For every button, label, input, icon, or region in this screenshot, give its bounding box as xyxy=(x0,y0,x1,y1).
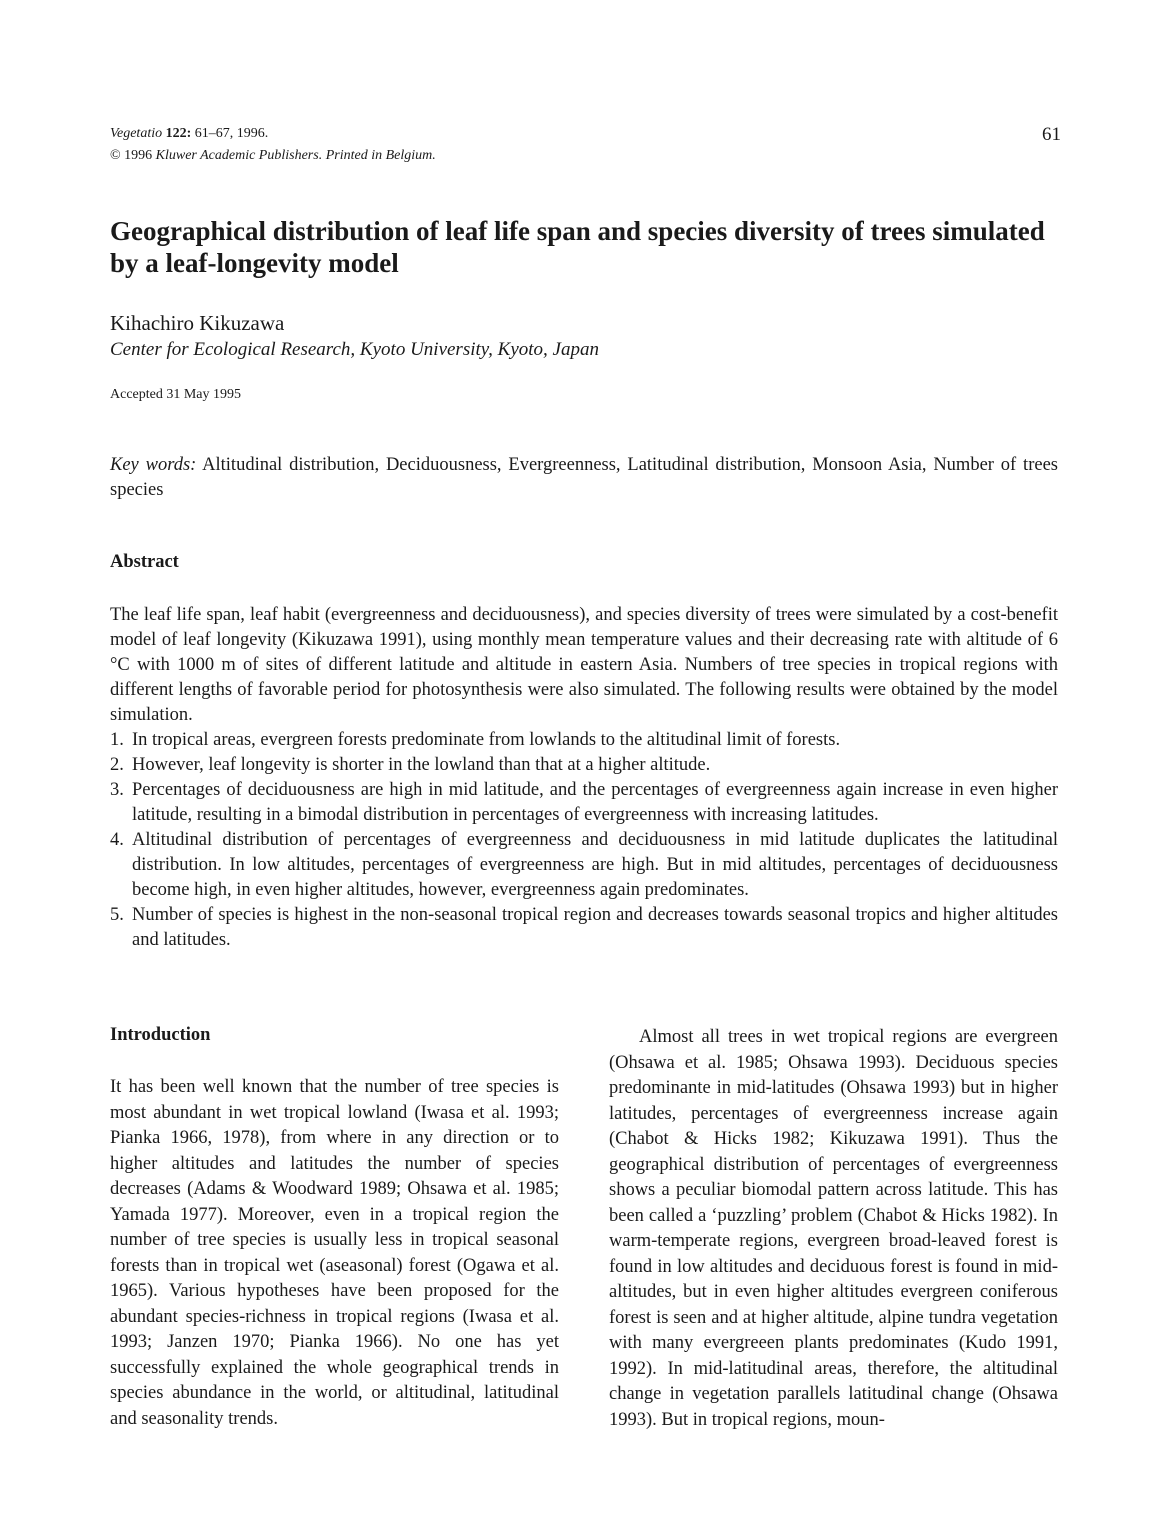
result-number: 2. xyxy=(110,755,124,775)
abstract-heading: Abstract xyxy=(110,552,179,572)
result-number: 5. xyxy=(110,905,124,925)
accepted-date: Accepted 31 May 1995 xyxy=(110,387,242,402)
publisher-name: Kluwer Academic Publishers. xyxy=(155,148,323,163)
abstract-body xyxy=(110,603,1058,953)
result-number: 1. xyxy=(110,730,124,750)
result-text: Altitudinal distribution of percentages of evergreenness and deciduousness in mid latitude duplicates the latitudinal distribution. In low altitudes, percentages of evergreenness are high. But in mid altitudes, percentages of deciduousness become high, in even higher altitudes, however, evergreenness again predominates. xyxy=(132,830,1058,900)
result-text: Number of species is highest in the non-seasonal tropical region and decreases towards seasonal tropics and higher altitudes and latitudes. xyxy=(132,905,1058,950)
copyright-symbol: © xyxy=(110,148,121,163)
copyright-line xyxy=(110,145,436,167)
journal-volume: 122: xyxy=(165,126,192,141)
abstract-result-item xyxy=(110,778,1058,828)
result-text: However, leaf longevity is shorter in the lowland than that at a higher altitude. xyxy=(132,755,711,775)
page-number: 61 xyxy=(1042,124,1061,145)
introduction-paragraph-1: It has been well known that the number of tree species is most abundant in wet tropical lowland (Iwasa et al. 1993; Pianka 1966, 1978), from where in any direction or to higher altitudes and latitudes the number of species decreases (Adams & Woodward 1989; Ohsawa et al. 1985; Yamada 1977). Moreover, even in a tropical region the number of tree species is usually less in tropical seasonal forests than in tropical wet (aseasonal) forest (Ogawa et al. 1965). Various hypotheses have been proposed for the abundant species-richness in tropical regions (Iwasa et al. 1993; Janzen 1970; Pianka 1966). No one has yet successfully explained the whole geographical trends in species abundance in the world, or altitudinal, latitudinal and seasonality trends. xyxy=(110,1077,559,1429)
introduction-paragraph-2: Almost all trees in wet tropical regions are evergreen (Ohsawa et al. 1985; Ohsawa 1993). Deciduous species predominante in mid-latitudes (Ohsawa 1993) but in higher latitudes, percentages of evergreenness increase again (Chabot & Hicks 1982; Kikuzawa 1991). Thus the geographical distribution of percentages of evergreenness shows a peculiar biomodal pattern across latitude. This has been called a ‘puzzling’ problem (Chabot & Hicks 1982). In warm-temperate regions, evergreen broad-leaved forest is found in low altitudes and deciduous forest is found in mid-altitudes, but in even higher altitudes evergreen coniferous forest is seen and at higher altitude, alpine tundra vegetation with many evergreeen plants predominates (Kudo 1991, 1992). In mid-latitudinal areas, therefore, the altitudinal change in vegetation parallels latitudinal change (Ohsawa 1993). But in tropical regions, moun- xyxy=(609,1027,1058,1430)
abstract-result-item xyxy=(110,728,1058,753)
citation-line xyxy=(110,123,436,145)
result-text: Percentages of deciduousness are high in mid latitude, and the percentages of evergreenness again increase in even higher latitude, resulting in a bimodal distribution in percentages of evergreenness with increasing latitudes. xyxy=(132,780,1058,825)
author-affiliation: Center for Ecological Research, Kyoto University, Kyoto, Japan xyxy=(110,339,599,360)
introduction-heading: Introduction xyxy=(110,1025,211,1045)
result-text: In tropical areas, evergreen forests predominate from lowlands to the altitudinal limit of forests. xyxy=(132,730,841,750)
article-title: Geographical distribution of leaf life span and species diversity of trees simulated by a leaf-longevity model xyxy=(110,216,1045,278)
journal-name: Vegetatio xyxy=(110,126,163,141)
abstract-result-item xyxy=(110,828,1058,903)
result-number: 3. xyxy=(110,780,124,800)
keywords xyxy=(110,453,1058,503)
abstract-result-item xyxy=(110,903,1058,953)
result-number: 4. xyxy=(110,830,124,850)
printed-location: Printed in Belgium. xyxy=(325,148,436,163)
keywords-label: Key words: xyxy=(110,455,197,475)
journal-citation xyxy=(110,123,436,167)
keywords-text: Altitudinal distribution, Deciduousness, Evergreenness, Latitudinal distribution, Monsoon Asia, Number of trees species xyxy=(110,455,1058,500)
abstract-result-item xyxy=(110,753,1058,778)
copyright-year: 1996 xyxy=(120,148,156,163)
abstract-intro: The leaf life span, leaf habit (evergreenness and deciduousness), and species diversity of trees were simulated by a cost-benefit model of leaf longevity (Kikuzawa 1991), using monthly mean temperature values and their decreasing rate with altitude of 6 °C with 1000 m of sites of different latitude and altitude in eastern Asia. Numbers of tree species in tropical regions with different lengths of favorable period for photosynthesis were also simulated. The following results were obtained by the model simulation. xyxy=(110,605,1058,725)
abstract-results-list xyxy=(110,728,1058,953)
journal-pages-year: 61–67, 1996. xyxy=(191,126,269,141)
author-name: Kihachiro Kikuzawa xyxy=(110,311,285,335)
